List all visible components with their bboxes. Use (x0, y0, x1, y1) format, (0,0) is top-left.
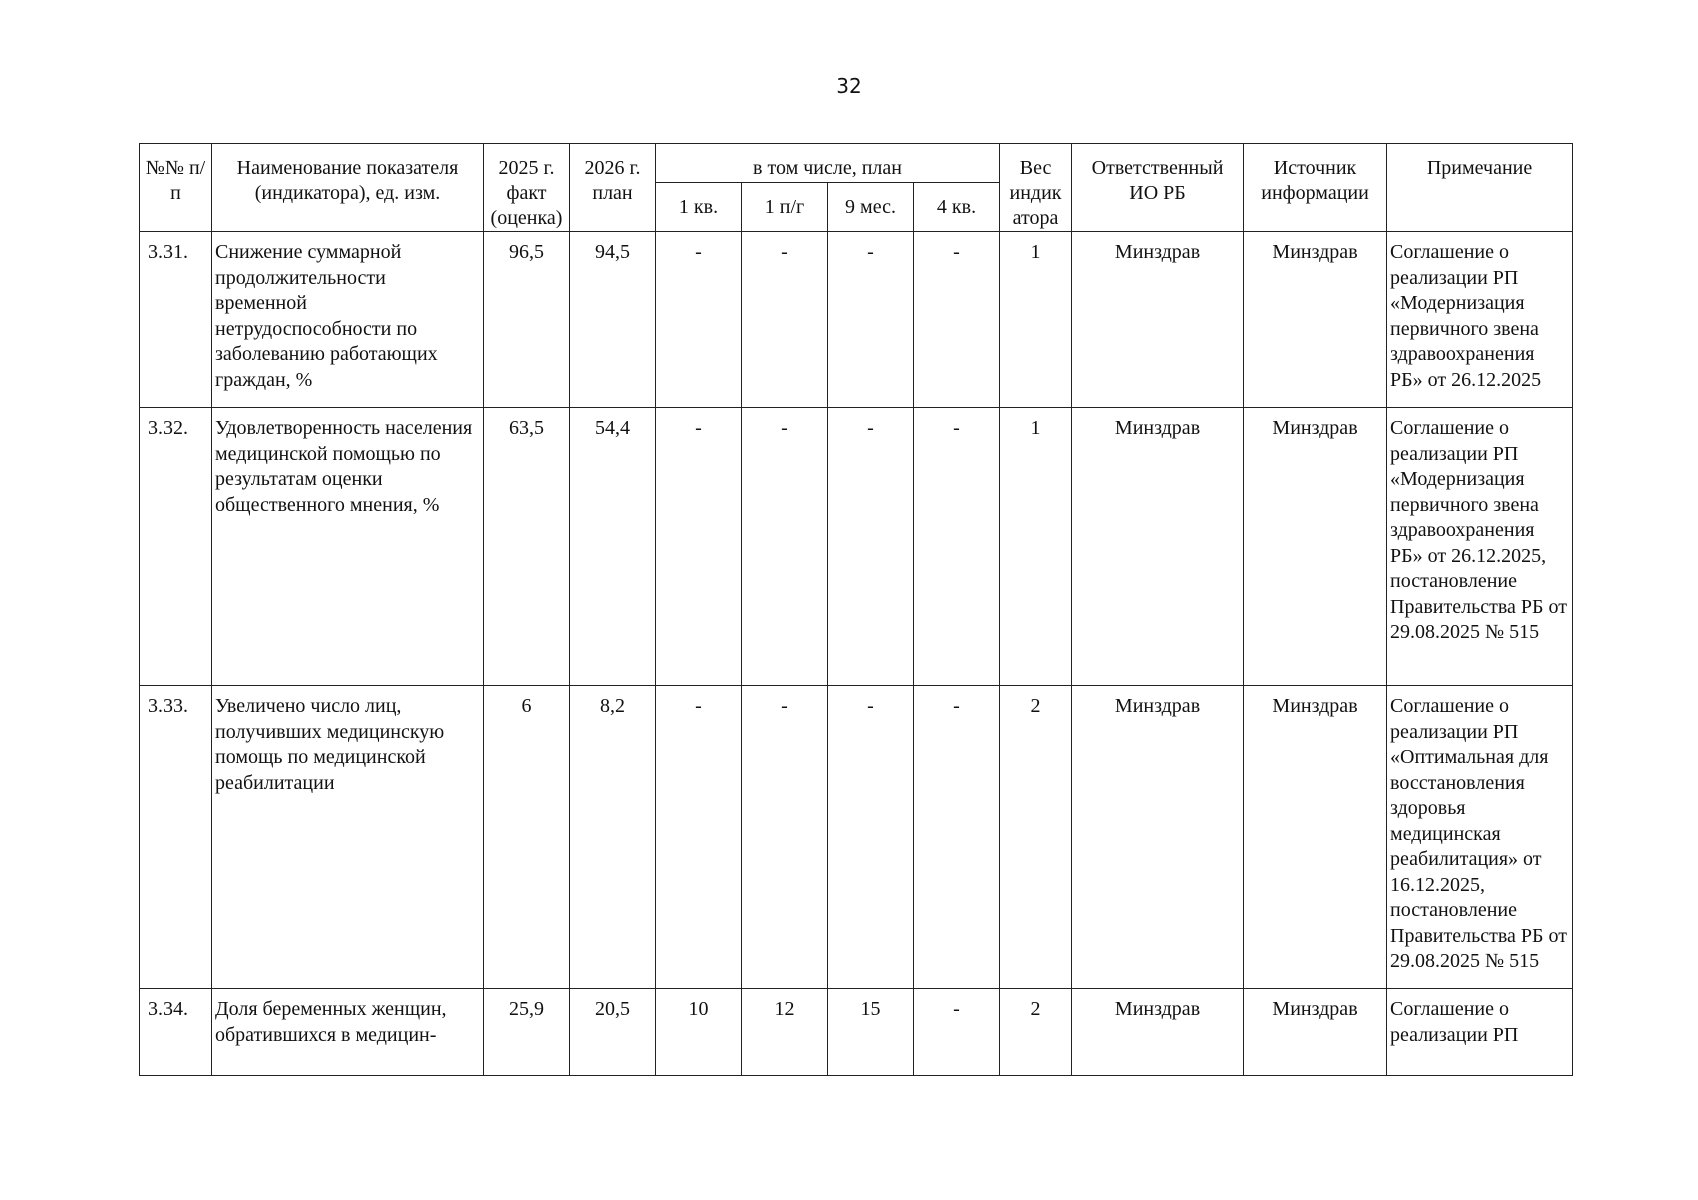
cell-note: Соглашение о реализации РП (1387, 989, 1573, 1076)
indicators-table (139, 143, 1573, 1076)
header-source: Источник информации (1244, 144, 1387, 232)
header-responsible: Ответственный ИО РБ (1072, 144, 1244, 232)
header-9m: 9 мес. (828, 183, 914, 232)
table-row (140, 686, 1573, 989)
header-plan-group: в том числе, план (656, 144, 1000, 183)
cell-source: Минздрав (1244, 989, 1387, 1076)
cell-2025: 25,9 (484, 989, 570, 1076)
cell-weight: 1 (1000, 408, 1072, 686)
header-note: Примечание (1387, 144, 1573, 232)
cell-source: Минздрав (1244, 408, 1387, 686)
cell-q1: - (656, 686, 742, 989)
cell-name: Увеличено число лиц, получивших медицинскую помощь по медицинской реабилитации (212, 686, 484, 989)
cell-num: 3.32. (140, 408, 212, 686)
cell-h1: - (742, 686, 828, 989)
cell-num: 3.33. (140, 686, 212, 989)
cell-2026: 20,5 (570, 989, 656, 1076)
table-header (140, 144, 1573, 232)
table-body (140, 232, 1573, 1076)
cell-q1: - (656, 232, 742, 408)
header-q4: 4 кв. (914, 183, 1000, 232)
cell-9m: - (828, 232, 914, 408)
cell-num: 3.31. (140, 232, 212, 408)
header-weight: Вес индик атора (1000, 144, 1072, 232)
cell-q1: - (656, 408, 742, 686)
cell-9m: 15 (828, 989, 914, 1076)
header-h1: 1 п/г (742, 183, 828, 232)
cell-note: Соглашение о реализации РП «Оптимальная для восстановления здоровья медицинская реабилитация» от 16.12.2025, постановление Правительства РБ от 29.08.2025 № 515 (1387, 686, 1573, 989)
cell-num: 3.34. (140, 989, 212, 1076)
cell-weight: 1 (1000, 232, 1072, 408)
cell-q4: - (914, 232, 1000, 408)
cell-q1: 10 (656, 989, 742, 1076)
cell-responsible: Минздрав (1072, 232, 1244, 408)
header-q1: 1 кв. (656, 183, 742, 232)
cell-name: Снижение суммарной продолжительности временной нетрудоспособности по заболеванию работающих граждан, % (212, 232, 484, 408)
cell-source: Минздрав (1244, 232, 1387, 408)
cell-2025: 63,5 (484, 408, 570, 686)
cell-2026: 94,5 (570, 232, 656, 408)
cell-h1: - (742, 408, 828, 686)
cell-9m: - (828, 408, 914, 686)
table-row (140, 232, 1573, 408)
header-2026: 2026 г. план (570, 144, 656, 232)
cell-source: Минздрав (1244, 686, 1387, 989)
header-2025: 2025 г. факт (оценка) (484, 144, 570, 232)
cell-2025: 6 (484, 686, 570, 989)
cell-q4: - (914, 989, 1000, 1076)
header-num: №№ п/п (140, 144, 212, 232)
cell-h1: 12 (742, 989, 828, 1076)
cell-responsible: Минздрав (1072, 686, 1244, 989)
cell-note: Соглашение о реализации РП «Модернизация первичного звена здравоохранения РБ» от 26.12.2025, постановление Правительства РБ от 29.08.2025 № 515 (1387, 408, 1573, 686)
cell-9m: - (828, 686, 914, 989)
cell-name: Доля беременных женщин, обратившихся в медицин- (212, 989, 484, 1076)
cell-note: Соглашение о реализации РП «Модернизация первичного звена здравоохранения РБ» от 26.12.2025 (1387, 232, 1573, 408)
page-number: 32 (836, 74, 862, 98)
cell-2026: 8,2 (570, 686, 656, 989)
table-row (140, 989, 1573, 1076)
cell-weight: 2 (1000, 989, 1072, 1076)
cell-weight: 2 (1000, 686, 1072, 989)
cell-q4: - (914, 408, 1000, 686)
cell-h1: - (742, 232, 828, 408)
header-name: Наименование показателя (индикатора), ед. изм. (212, 144, 484, 232)
cell-2025: 96,5 (484, 232, 570, 408)
cell-responsible: Минздрав (1072, 408, 1244, 686)
cell-q4: - (914, 686, 1000, 989)
cell-name: Удовлетворенность населения медицинской помощью по результатам оценки общественного мнения, % (212, 408, 484, 686)
table-row (140, 408, 1573, 686)
cell-2026: 54,4 (570, 408, 656, 686)
cell-responsible: Минздрав (1072, 989, 1244, 1076)
